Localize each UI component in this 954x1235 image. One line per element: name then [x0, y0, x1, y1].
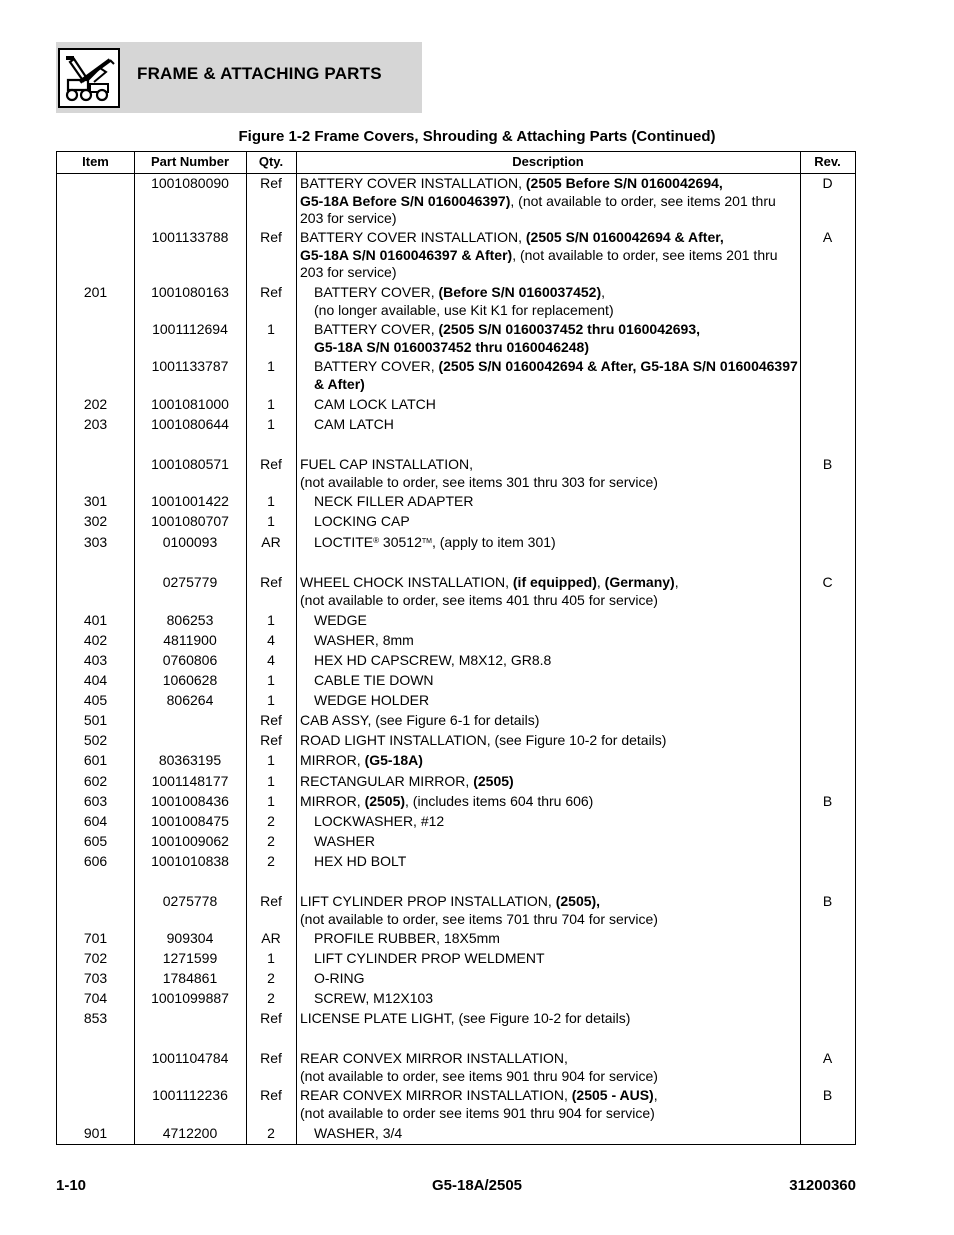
part-number: 1001133788	[151, 229, 229, 245]
figure-title: Figure 1-2 Frame Covers, Shrouding & Attaching Parts (Continued)	[238, 128, 716, 145]
item-number: 606	[83, 853, 108, 869]
desc-text: (no longer available, use Kit K1 for replacement)	[314, 301, 614, 318]
item-number: 701	[83, 930, 108, 946]
description	[300, 229, 800, 282]
part-number: 1001080163	[151, 284, 229, 300]
item-number: 403	[83, 652, 108, 668]
description: LICENSE PLATE LIGHT, (see Figure 10-2 for details)	[300, 1010, 631, 1026]
item-number: 405	[83, 692, 108, 708]
description: O-RING	[314, 970, 365, 986]
item-number: 702	[83, 950, 108, 966]
part-number: 80363195	[158, 752, 222, 768]
desc-bold: (2505 S/N 0160042694 & After,	[525, 229, 724, 245]
quantity: 1	[267, 513, 275, 529]
quantity: 1	[267, 950, 275, 966]
description: LIFT CYLINDER PROP WELDMENT	[314, 950, 545, 966]
desc-text: (not available to order, see items 301 thru 303 for service)	[300, 473, 658, 490]
description	[300, 773, 800, 791]
part-number: 1001008475	[151, 813, 229, 829]
part-number: 1001104784	[151, 1050, 229, 1066]
revision: B	[822, 1087, 833, 1103]
desc-text: MIRROR,	[300, 752, 365, 768]
part-number: 1001112236	[152, 1087, 228, 1103]
description: WASHER	[314, 833, 375, 849]
quantity: Ref	[260, 1010, 282, 1026]
desc-text: , (not available to order, see items 201 thru	[510, 192, 776, 209]
item-number: 302	[83, 513, 108, 529]
quantity: 1	[267, 793, 275, 809]
part-number: 1001080571	[151, 456, 229, 472]
item-number: 604	[83, 813, 108, 829]
desc-text: (not available to order, see items 401 thru 405 for service)	[300, 591, 658, 608]
desc-text: REAR CONVEX MIRROR INSTALLATION,	[300, 1050, 568, 1066]
description	[300, 574, 800, 609]
page-number: 1-10	[56, 1177, 87, 1194]
item-number: 202	[83, 396, 108, 412]
section-title: FRAME & ATTACHING PARTS	[137, 64, 382, 83]
description	[300, 1050, 800, 1085]
desc-text: , (apply to item 301)	[431, 534, 556, 550]
revision: B	[822, 893, 833, 909]
desc-text: BATTERY COVER,	[314, 321, 439, 337]
desc-bold: (Germany)	[604, 574, 675, 590]
column-divider	[296, 152, 297, 1144]
description: PROFILE RUBBER, 18X5mm	[314, 930, 500, 946]
description: HEX HD BOLT	[314, 853, 407, 869]
desc-text: , (includes items 604 thru 606)	[405, 793, 594, 809]
item-number: 201	[83, 284, 108, 300]
desc-bold: (2505 S/N 0160037452 thru 0160042693,	[438, 321, 701, 337]
description: LOCKWASHER, #12	[314, 813, 445, 829]
part-number: 1001112694	[152, 321, 228, 337]
quantity: Ref	[260, 893, 282, 909]
model-name: G5-18A/2505	[431, 1177, 523, 1194]
item-number: 901	[83, 1125, 108, 1141]
col-header-item: Item	[57, 152, 134, 174]
item-number: 605	[83, 833, 108, 849]
desc-text: (not available to order, see items 901 thru 904 for service)	[300, 1067, 658, 1084]
quantity: 1	[267, 672, 275, 688]
item-number: 703	[83, 970, 108, 986]
part-number: 1060628	[162, 672, 218, 688]
quantity: 4	[267, 652, 275, 668]
item-number: 404	[83, 672, 108, 688]
desc-text: ,	[601, 284, 606, 300]
quantity: 2	[267, 1125, 275, 1141]
desc-bold: G5-18A S/N 0160046397 & After)	[300, 246, 513, 263]
desc-text: WHEEL CHOCK INSTALLATION,	[300, 574, 513, 590]
desc-text: REAR CONVEX MIRROR INSTALLATION,	[300, 1087, 572, 1103]
desc-text: BATTERY COVER INSTALLATION,	[300, 175, 526, 191]
part-number: 0275779	[162, 574, 218, 590]
description: WEDGE HOLDER	[314, 692, 430, 708]
part-number: 1784861	[162, 970, 218, 986]
desc-text: 203 for service)	[300, 210, 397, 226]
desc-text: BATTERY COVER,	[314, 358, 439, 374]
revision: B	[822, 456, 833, 472]
col-header-qty: Qty.	[246, 152, 296, 174]
item-number: 601	[83, 752, 108, 768]
description: SCREW, M12X103	[314, 990, 434, 1006]
item-number: 402	[83, 632, 108, 648]
quantity: 4	[267, 632, 275, 648]
part-number: 806253	[166, 612, 214, 628]
trademark-mark: TM	[421, 538, 432, 545]
desc-text: (not available to order see items 901 thru 904 for service)	[300, 1104, 655, 1121]
description: NECK FILLER ADAPTER	[314, 493, 474, 509]
desc-bold: (if equipped)	[512, 574, 597, 590]
quantity: 2	[267, 813, 275, 829]
description: HEX HD CAPSCREW, M8X12, GR8.8	[314, 652, 552, 668]
desc-text: (not available to order, see items 701 thru 704 for service)	[300, 910, 658, 927]
item-number: 301	[83, 493, 108, 509]
part-number: 1001080644	[151, 416, 229, 432]
desc-bold: (2505)	[473, 773, 514, 789]
parts-table	[56, 151, 856, 1145]
description	[300, 893, 800, 928]
description	[300, 1087, 800, 1122]
part-number: 1001010838	[151, 853, 229, 869]
description: CAM LATCH	[314, 416, 394, 432]
part-number: 0100093	[162, 534, 218, 550]
item-number: 303	[83, 534, 108, 550]
col-header-part-number: Part Number	[134, 152, 246, 174]
desc-bold: (2505),	[555, 893, 601, 909]
part-number: 0760806	[162, 652, 218, 668]
quantity: Ref	[260, 732, 282, 748]
quantity: Ref	[260, 1050, 282, 1066]
desc-text: 30512	[379, 534, 422, 550]
desc-bold: (2505)	[364, 793, 406, 809]
quantity: 1	[267, 396, 275, 412]
col-header-description: Description	[296, 152, 800, 174]
quantity: 1	[267, 752, 275, 768]
col-header-rev: Rev.	[800, 152, 855, 174]
desc-bold: G5-18A S/N 0160037452 thru 0160046248)	[314, 338, 589, 355]
description: LOCKING CAP	[314, 513, 410, 529]
part-number: 1001001422	[151, 493, 229, 509]
part-number: 806264	[166, 692, 214, 708]
aerial-lift-machine-icon	[60, 50, 118, 106]
desc-text: BATTERY COVER,	[314, 284, 439, 300]
revision: A	[822, 229, 833, 245]
quantity: Ref	[260, 1087, 282, 1103]
quantity: AR	[261, 930, 281, 946]
desc-text: , (not available to order, see items 201 thru	[512, 246, 778, 263]
description	[314, 358, 800, 393]
description	[314, 534, 800, 552]
quantity: Ref	[260, 284, 282, 300]
document-number: 31200360	[789, 1177, 856, 1194]
description: ROAD LIGHT INSTALLATION, (see Figure 10-2 for details)	[300, 732, 667, 748]
revision: B	[822, 793, 833, 809]
desc-bold: (2505 Before S/N 0160042694,	[525, 175, 723, 191]
description: CABLE TIE DOWN	[314, 672, 434, 688]
quantity: Ref	[260, 175, 282, 191]
revision: A	[822, 1050, 833, 1066]
part-number: 1001009062	[151, 833, 229, 849]
item-number: 401	[83, 612, 108, 628]
item-number: 603	[83, 793, 108, 809]
description	[300, 175, 800, 228]
description: WASHER, 8mm	[314, 632, 414, 648]
description	[300, 456, 800, 491]
description: WEDGE	[314, 612, 367, 628]
description	[314, 284, 800, 319]
part-number: 1271599	[162, 950, 218, 966]
part-number: 1001133787	[151, 358, 229, 374]
revision: D	[822, 175, 833, 191]
registered-mark: ®	[373, 536, 380, 545]
desc-text: LOCTITE	[314, 534, 374, 550]
quantity: Ref	[260, 574, 282, 590]
item-number: 602	[83, 773, 108, 789]
desc-bold: G5-18A Before S/N 0160046397)	[300, 192, 511, 209]
column-divider	[800, 152, 801, 1144]
desc-text: ,	[653, 1087, 658, 1103]
desc-text: MIRROR,	[300, 793, 365, 809]
part-number: 1001099887	[151, 990, 229, 1006]
item-number: 203	[83, 416, 108, 432]
description: WASHER, 3/4	[314, 1125, 403, 1141]
quantity: 1	[267, 612, 275, 628]
item-number: 853	[83, 1010, 108, 1026]
quantity: Ref	[260, 712, 282, 728]
quantity: AR	[261, 534, 281, 550]
description	[314, 321, 800, 356]
part-number: 0275778	[162, 893, 218, 909]
part-number: 4811900	[163, 632, 217, 648]
desc-text: FUEL CAP INSTALLATION,	[300, 456, 473, 472]
quantity: 1	[267, 493, 275, 509]
item-number: 501	[83, 712, 108, 728]
part-number: 1001148177	[151, 773, 229, 789]
desc-text: LIFT CYLINDER PROP INSTALLATION,	[300, 893, 556, 909]
desc-bold: & After)	[314, 375, 365, 392]
desc-bold: (G5-18A)	[364, 752, 423, 768]
desc-bold: (2505 - AUS)	[571, 1087, 654, 1103]
part-number: 4712200	[162, 1125, 218, 1141]
quantity: 1	[267, 358, 275, 374]
desc-text: RECTANGULAR MIRROR,	[300, 773, 474, 789]
description: CAB ASSY, (see Figure 6-1 for details)	[300, 712, 540, 728]
part-number: 1001008436	[151, 793, 229, 809]
part-number: 1001081000	[151, 396, 229, 412]
item-number: 502	[83, 732, 108, 748]
part-number: 1001080707	[151, 513, 229, 529]
item-number: 704	[83, 990, 108, 1006]
revision: C	[822, 574, 833, 590]
description	[300, 793, 800, 811]
desc-text: ,	[674, 574, 679, 590]
quantity: Ref	[260, 229, 282, 245]
quantity: Ref	[260, 456, 282, 472]
description	[300, 752, 800, 770]
description: CAM LOCK LATCH	[314, 396, 436, 412]
quantity: 1	[267, 692, 275, 708]
quantity: 2	[267, 970, 275, 986]
quantity: 1	[267, 773, 275, 789]
quantity: 2	[267, 833, 275, 849]
desc-bold: (2505 S/N 0160042694 & After, G5-18A S/N 0160046397	[438, 358, 798, 374]
quantity: 2	[267, 990, 275, 1006]
quantity: 2	[267, 853, 275, 869]
desc-text: BATTERY COVER INSTALLATION,	[300, 229, 526, 245]
desc-bold: (Before S/N 0160037452)	[438, 284, 602, 300]
part-number: 1001080090	[151, 175, 229, 191]
quantity: 1	[267, 321, 275, 337]
quantity: 1	[267, 416, 275, 432]
part-number: 909304	[166, 930, 214, 946]
section-logo	[58, 48, 120, 108]
desc-text: ,	[596, 574, 605, 590]
desc-text: 203 for service)	[300, 264, 397, 280]
